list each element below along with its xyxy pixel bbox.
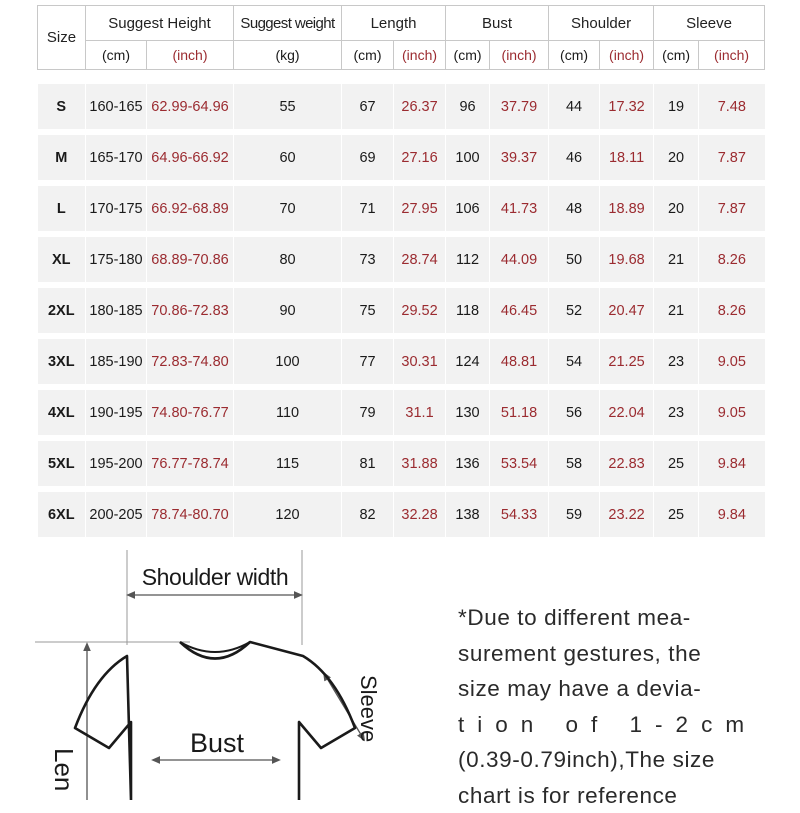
cell-length-cm: 73 — [342, 237, 394, 282]
size-header: Size — [38, 6, 86, 70]
header-shoulder: Shoulder — [549, 6, 654, 41]
cell-shoulder-inch: 19.68 — [600, 237, 654, 282]
cell-size: 5XL — [38, 441, 86, 486]
cell-weight-kg: 70 — [234, 186, 342, 231]
cell-bust-cm: 96 — [446, 84, 490, 129]
table-row — [38, 135, 765, 180]
cell-length-cm: 75 — [342, 288, 394, 333]
cell-length-cm: 81 — [342, 441, 394, 486]
table-row — [38, 186, 765, 231]
unit-weight-kg: (kg) — [234, 41, 342, 70]
note-line: size may have a devia- — [458, 671, 758, 707]
tshirt-diagram — [35, 550, 425, 800]
note-line: tion of 1-2cm — [458, 707, 758, 743]
cell-shoulder-inch: 22.04 — [600, 390, 654, 435]
cell-sleeve-cm: 21 — [654, 237, 699, 282]
cell-shoulder-cm: 56 — [549, 390, 600, 435]
cell-height-cm: 170-175 — [86, 186, 147, 231]
cell-sleeve-cm: 23 — [654, 339, 699, 384]
cell-sleeve-cm: 25 — [654, 492, 699, 537]
cell-sleeve-inch: 9.84 — [699, 492, 765, 537]
cell-shoulder-cm: 44 — [549, 84, 600, 129]
cell-height-inch: 78.74-80.70 — [147, 492, 234, 537]
cell-weight-kg: 90 — [234, 288, 342, 333]
cell-shoulder-inch: 18.89 — [600, 186, 654, 231]
cell-sleeve-inch: 7.87 — [699, 186, 765, 231]
length-label: Len — [49, 748, 79, 791]
cell-length-cm: 82 — [342, 492, 394, 537]
cell-sleeve-inch: 9.05 — [699, 390, 765, 435]
cell-length-cm: 77 — [342, 339, 394, 384]
cell-size: 3XL — [38, 339, 86, 384]
table-row — [38, 237, 765, 282]
cell-sleeve-cm: 20 — [654, 135, 699, 180]
note-line: *Due to different mea- — [458, 600, 758, 636]
cell-bust-inch: 54.33 — [490, 492, 549, 537]
cell-length-inch: 28.74 — [394, 237, 446, 282]
cell-height-cm: 160-165 — [86, 84, 147, 129]
cell-size: M — [38, 135, 86, 180]
cell-length-inch: 31.1 — [394, 390, 446, 435]
cell-size: S — [38, 84, 86, 129]
unit-shoulder-inch: (inch) — [600, 41, 654, 70]
cell-sleeve-cm: 25 — [654, 441, 699, 486]
header-length: Length — [342, 6, 446, 41]
cell-sleeve-cm: 20 — [654, 186, 699, 231]
cell-height-inch: 70.86-72.83 — [147, 288, 234, 333]
cell-bust-cm: 136 — [446, 441, 490, 486]
cell-length-cm: 71 — [342, 186, 394, 231]
cell-size: XL — [38, 237, 86, 282]
cell-height-inch: 66.92-68.89 — [147, 186, 234, 231]
measurement-note — [458, 600, 758, 813]
cell-height-cm: 180-185 — [86, 288, 147, 333]
unit-bust-inch: (inch) — [490, 41, 549, 70]
cell-bust-inch: 39.37 — [490, 135, 549, 180]
bust-label: Bust — [190, 728, 245, 758]
cell-height-inch: 72.83-74.80 — [147, 339, 234, 384]
cell-shoulder-cm: 50 — [549, 237, 600, 282]
header-suggest-height: Suggest Height — [86, 6, 234, 41]
cell-bust-inch: 48.81 — [490, 339, 549, 384]
cell-shoulder-inch: 23.22 — [600, 492, 654, 537]
cell-shoulder-cm: 52 — [549, 288, 600, 333]
cell-length-inch: 32.28 — [394, 492, 446, 537]
cell-bust-inch: 46.45 — [490, 288, 549, 333]
cell-height-cm: 190-195 — [86, 390, 147, 435]
cell-height-inch: 64.96-66.92 — [147, 135, 234, 180]
table-row — [38, 84, 765, 129]
cell-bust-inch: 44.09 — [490, 237, 549, 282]
cell-length-inch: 26.37 — [394, 84, 446, 129]
cell-sleeve-cm: 23 — [654, 390, 699, 435]
cell-sleeve-cm: 19 — [654, 84, 699, 129]
unit-bust-cm: (cm) — [446, 41, 490, 70]
cell-weight-kg: 110 — [234, 390, 342, 435]
cell-sleeve-inch: 7.48 — [699, 84, 765, 129]
cell-size: 6XL — [38, 492, 86, 537]
tshirt-drawing — [35, 550, 425, 800]
cell-weight-kg: 100 — [234, 339, 342, 384]
header-suggest-weight: Suggest weight — [234, 6, 342, 41]
cell-shoulder-cm: 59 — [549, 492, 600, 537]
unit-shoulder-cm: (cm) — [549, 41, 600, 70]
cell-sleeve-inch: 8.26 — [699, 288, 765, 333]
cell-bust-cm: 112 — [446, 237, 490, 282]
cell-height-cm: 165-170 — [86, 135, 147, 180]
cell-bust-inch: 37.79 — [490, 84, 549, 129]
cell-bust-cm: 124 — [446, 339, 490, 384]
size-rows — [38, 84, 765, 537]
cell-bust-cm: 106 — [446, 186, 490, 231]
cell-shoulder-cm: 54 — [549, 339, 600, 384]
shoulder-width-label: Shoulder width — [142, 564, 289, 590]
cell-bust-inch: 41.73 — [490, 186, 549, 231]
cell-sleeve-inch: 8.26 — [699, 237, 765, 282]
cell-length-cm: 69 — [342, 135, 394, 180]
cell-weight-kg: 115 — [234, 441, 342, 486]
cell-length-inch: 27.16 — [394, 135, 446, 180]
cell-bust-cm: 138 — [446, 492, 490, 537]
cell-shoulder-inch: 21.25 — [600, 339, 654, 384]
cell-bust-cm: 130 — [446, 390, 490, 435]
cell-shoulder-cm: 58 — [549, 441, 600, 486]
cell-height-inch: 76.77-78.74 — [147, 441, 234, 486]
header-bust: Bust — [446, 6, 549, 41]
cell-length-inch: 27.95 — [394, 186, 446, 231]
cell-length-cm: 67 — [342, 84, 394, 129]
header-row-groups — [38, 6, 765, 41]
cell-height-inch: 74.80-76.77 — [147, 390, 234, 435]
cell-height-cm: 185-190 — [86, 339, 147, 384]
cell-size: 4XL — [38, 390, 86, 435]
cell-sleeve-inch: 9.84 — [699, 441, 765, 486]
cell-weight-kg: 80 — [234, 237, 342, 282]
cell-weight-kg: 60 — [234, 135, 342, 180]
unit-height-cm: (cm) — [86, 41, 147, 70]
note-line: chart is for reference — [458, 778, 758, 813]
note-line: surement gestures, the — [458, 636, 758, 672]
cell-weight-kg: 120 — [234, 492, 342, 537]
size-chart — [37, 5, 764, 537]
cell-weight-kg: 55 — [234, 84, 342, 129]
cell-sleeve-cm: 21 — [654, 288, 699, 333]
table-row — [38, 288, 765, 333]
unit-length-inch: (inch) — [394, 41, 446, 70]
cell-sleeve-inch: 7.87 — [699, 135, 765, 180]
cell-height-cm: 195-200 — [86, 441, 147, 486]
cell-length-cm: 79 — [342, 390, 394, 435]
table-row — [38, 390, 765, 435]
cell-shoulder-inch: 20.47 — [600, 288, 654, 333]
cell-bust-cm: 100 — [446, 135, 490, 180]
cell-length-inch: 31.88 — [394, 441, 446, 486]
table-row — [38, 339, 765, 384]
cell-height-inch: 68.89-70.86 — [147, 237, 234, 282]
cell-height-inch: 62.99-64.96 — [147, 84, 234, 129]
cell-shoulder-inch: 18.11 — [600, 135, 654, 180]
cell-shoulder-cm: 46 — [549, 135, 600, 180]
cell-length-inch: 30.31 — [394, 339, 446, 384]
sleeve-label: Sleeve — [356, 675, 381, 742]
cell-height-cm: 175-180 — [86, 237, 147, 282]
tshirt-outline — [75, 642, 355, 800]
table-row — [38, 441, 765, 486]
size-table — [37, 5, 765, 537]
header-sleeve: Sleeve — [654, 6, 765, 41]
unit-sleeve-inch: (inch) — [699, 41, 765, 70]
cell-bust-cm: 118 — [446, 288, 490, 333]
unit-sleeve-cm: (cm) — [654, 41, 699, 70]
cell-size: 2XL — [38, 288, 86, 333]
header-row-units — [38, 41, 765, 70]
cell-shoulder-inch: 17.32 — [600, 84, 654, 129]
cell-bust-inch: 51.18 — [490, 390, 549, 435]
note-line: (0.39-0.79inch),The size — [458, 742, 758, 778]
table-row — [38, 492, 765, 537]
cell-shoulder-inch: 22.83 — [600, 441, 654, 486]
cell-bust-inch: 53.54 — [490, 441, 549, 486]
cell-size: L — [38, 186, 86, 231]
cell-height-cm: 200-205 — [86, 492, 147, 537]
unit-length-cm: (cm) — [342, 41, 394, 70]
cell-sleeve-inch: 9.05 — [699, 339, 765, 384]
unit-height-inch: (inch) — [147, 41, 234, 70]
cell-length-inch: 29.52 — [394, 288, 446, 333]
cell-shoulder-cm: 48 — [549, 186, 600, 231]
